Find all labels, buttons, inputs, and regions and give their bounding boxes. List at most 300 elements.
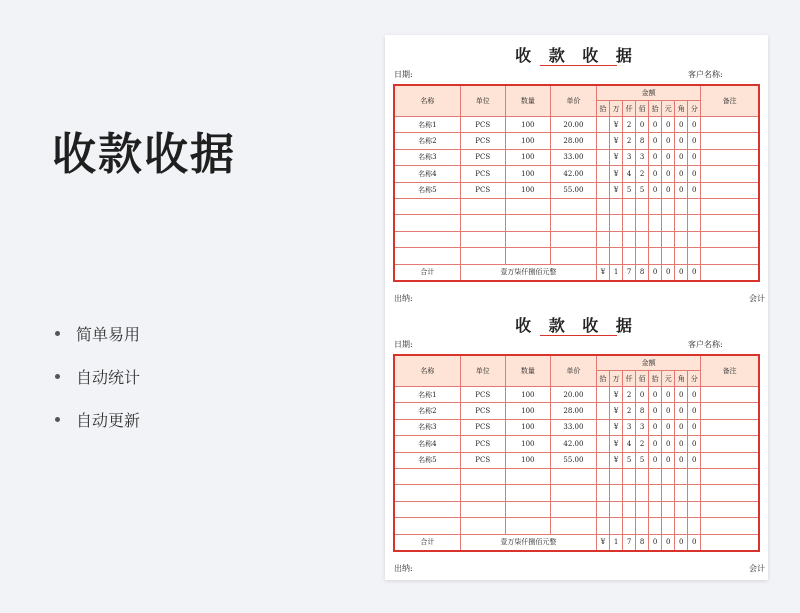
- item-unit: PCS: [460, 166, 505, 182]
- amount-digit: 0: [636, 387, 649, 403]
- empty-row: [394, 485, 759, 501]
- header-name: 名称: [394, 355, 460, 387]
- digit-header: 分: [688, 101, 701, 117]
- total-label: 合计: [394, 264, 460, 281]
- empty-cell: [636, 485, 649, 501]
- table-row: [394, 387, 759, 403]
- feature-item: [55, 355, 140, 398]
- feature-item: [55, 398, 140, 441]
- empty-row: [394, 501, 759, 517]
- item-qty: 100: [505, 182, 550, 198]
- total-digit: 8: [636, 534, 649, 551]
- digit-header: 拾: [597, 101, 610, 117]
- empty-cell: [688, 231, 701, 247]
- empty-cell: [460, 501, 505, 517]
- amount-digit: 0: [636, 117, 649, 133]
- empty-cell: [610, 485, 623, 501]
- item-price: 33.00: [550, 419, 596, 435]
- amount-digit: 0: [688, 149, 701, 165]
- empty-cell: [636, 215, 649, 231]
- empty-cell: [550, 501, 596, 517]
- empty-cell: [636, 501, 649, 517]
- item-unit: PCS: [460, 436, 505, 452]
- amount-digit: 3: [623, 149, 636, 165]
- amount-digit: 0: [675, 166, 688, 182]
- empty-cell: [649, 501, 662, 517]
- total-digit: 0: [688, 264, 701, 281]
- empty-cell: [649, 468, 662, 484]
- amount-digit: [597, 436, 610, 452]
- empty-cell: [460, 248, 505, 264]
- empty-cell: [649, 198, 662, 214]
- total-note: [701, 264, 759, 281]
- item-unit: PCS: [460, 419, 505, 435]
- empty-row: [394, 468, 759, 484]
- amount-digit: 0: [688, 387, 701, 403]
- empty-cell: [597, 518, 610, 534]
- empty-cell: [675, 485, 688, 501]
- table-row: [394, 117, 759, 133]
- item-note: [701, 436, 759, 452]
- amount-digit: 0: [675, 182, 688, 198]
- empty-cell: [688, 198, 701, 214]
- amount-digit: 0: [649, 387, 662, 403]
- amount-digit: 0: [688, 182, 701, 198]
- amount-digit: 0: [662, 436, 675, 452]
- item-unit: PCS: [460, 452, 505, 468]
- amount-digit: 0: [662, 182, 675, 198]
- empty-cell: [662, 248, 675, 264]
- empty-cell: [597, 198, 610, 214]
- empty-cell: [649, 485, 662, 501]
- amount-digit: [597, 133, 610, 149]
- empty-cell: [550, 468, 596, 484]
- total-note: [701, 534, 759, 551]
- amount-digit: 2: [623, 133, 636, 149]
- empty-cell: [505, 198, 550, 214]
- empty-cell: [505, 501, 550, 517]
- empty-cell: [623, 248, 636, 264]
- item-unit: PCS: [460, 182, 505, 198]
- bullet-icon: [55, 417, 60, 422]
- header-price: 单价: [550, 355, 596, 387]
- empty-cell: [701, 518, 759, 534]
- feature-item: [55, 312, 140, 355]
- amount-digit: 4: [623, 166, 636, 182]
- item-price: 28.00: [550, 403, 596, 419]
- empty-cell: [550, 231, 596, 247]
- amount-digit: [597, 387, 610, 403]
- item-note: [701, 166, 759, 182]
- amount-digit: 0: [688, 419, 701, 435]
- amount-digit: 0: [675, 149, 688, 165]
- date-label: 日期:: [394, 340, 413, 349]
- empty-cell: [688, 468, 701, 484]
- item-qty: 100: [505, 149, 550, 165]
- amount-digit: 0: [649, 403, 662, 419]
- empty-cell: [505, 231, 550, 247]
- amount-digit: 0: [688, 452, 701, 468]
- item-qty: 100: [505, 133, 550, 149]
- amount-digit: ¥: [610, 182, 623, 198]
- item-price: 42.00: [550, 166, 596, 182]
- header-qty: 数量: [505, 355, 550, 387]
- empty-cell: [688, 501, 701, 517]
- item-unit: PCS: [460, 149, 505, 165]
- cashier-label: 出纳:: [394, 564, 413, 573]
- total-digit: ¥: [597, 264, 610, 281]
- empty-cell: [701, 231, 759, 247]
- total-digit: 0: [688, 534, 701, 551]
- empty-cell: [662, 198, 675, 214]
- digit-header: 元: [662, 371, 675, 387]
- empty-cell: [623, 485, 636, 501]
- empty-cell: [460, 518, 505, 534]
- item-note: [701, 403, 759, 419]
- table-row: [394, 182, 759, 198]
- empty-cell: [649, 231, 662, 247]
- digit-header: 佰: [636, 101, 649, 117]
- empty-cell: [623, 501, 636, 517]
- empty-cell: [394, 198, 460, 214]
- empty-cell: [623, 215, 636, 231]
- amount-digit: [597, 182, 610, 198]
- empty-cell: [675, 198, 688, 214]
- amount-digit: 0: [649, 149, 662, 165]
- item-qty: 100: [505, 403, 550, 419]
- amount-digit: 2: [623, 387, 636, 403]
- empty-cell: [701, 501, 759, 517]
- empty-cell: [460, 468, 505, 484]
- digit-header: 万: [610, 371, 623, 387]
- empty-cell: [597, 215, 610, 231]
- empty-cell: [394, 231, 460, 247]
- item-qty: 100: [505, 452, 550, 468]
- digit-header: 拾: [649, 371, 662, 387]
- amount-digit: 0: [649, 117, 662, 133]
- total-row: [394, 534, 759, 551]
- empty-row: [394, 215, 759, 231]
- digit-header: 元: [662, 101, 675, 117]
- feature-label: 简单易用: [76, 325, 141, 344]
- amount-digit: [597, 149, 610, 165]
- empty-cell: [505, 468, 550, 484]
- table-row: [394, 166, 759, 182]
- total-digit: 0: [675, 264, 688, 281]
- empty-cell: [675, 501, 688, 517]
- item-name: 名称3: [394, 149, 460, 165]
- amount-digit: 0: [649, 436, 662, 452]
- table-row: [394, 436, 759, 452]
- amount-digit: ¥: [610, 149, 623, 165]
- amount-digit: 0: [688, 436, 701, 452]
- item-name: 名称1: [394, 387, 460, 403]
- amount-digit: 0: [675, 436, 688, 452]
- empty-cell: [610, 198, 623, 214]
- amount-digit: 2: [636, 166, 649, 182]
- empty-row: [394, 518, 759, 534]
- item-note: [701, 133, 759, 149]
- amount-digit: 0: [675, 419, 688, 435]
- amount-digit: 2: [623, 117, 636, 133]
- amount-digit: 4: [623, 436, 636, 452]
- empty-cell: [688, 518, 701, 534]
- empty-cell: [649, 518, 662, 534]
- total-in-words: 壹万柒仟捌佰元整: [460, 534, 596, 551]
- item-name: 名称2: [394, 133, 460, 149]
- amount-digit: 0: [649, 166, 662, 182]
- date-label: 日期:: [394, 70, 413, 79]
- empty-cell: [636, 231, 649, 247]
- empty-cell: [610, 501, 623, 517]
- item-price: 55.00: [550, 182, 596, 198]
- empty-cell: [675, 248, 688, 264]
- amount-digit: 0: [649, 419, 662, 435]
- amount-digit: 0: [649, 133, 662, 149]
- empty-cell: [701, 468, 759, 484]
- empty-cell: [675, 518, 688, 534]
- total-digit: 7: [623, 264, 636, 281]
- item-unit: PCS: [460, 133, 505, 149]
- empty-cell: [675, 215, 688, 231]
- empty-cell: [662, 501, 675, 517]
- table-row: [394, 149, 759, 165]
- amount-digit: 0: [649, 182, 662, 198]
- header-name: 名称: [394, 85, 460, 117]
- empty-cell: [394, 485, 460, 501]
- empty-cell: [550, 518, 596, 534]
- amount-digit: ¥: [610, 117, 623, 133]
- item-note: [701, 117, 759, 133]
- item-qty: 100: [505, 419, 550, 435]
- empty-cell: [505, 518, 550, 534]
- empty-cell: [460, 231, 505, 247]
- digit-header: 分: [688, 371, 701, 387]
- amount-digit: 5: [636, 452, 649, 468]
- amount-digit: 2: [636, 436, 649, 452]
- header-note: 备注: [701, 85, 759, 117]
- empty-cell: [460, 485, 505, 501]
- empty-cell: [505, 248, 550, 264]
- amount-digit: 5: [623, 182, 636, 198]
- total-digit: 0: [675, 534, 688, 551]
- title-underline: [540, 335, 617, 336]
- amount-digit: [597, 419, 610, 435]
- empty-cell: [460, 198, 505, 214]
- accountant-label: 会计: [749, 564, 765, 573]
- item-note: [701, 419, 759, 435]
- total-digit: 0: [649, 264, 662, 281]
- empty-cell: [636, 198, 649, 214]
- amount-digit: [597, 117, 610, 133]
- amount-digit: 3: [636, 149, 649, 165]
- empty-cell: [623, 468, 636, 484]
- empty-cell: [550, 215, 596, 231]
- amount-digit: ¥: [610, 133, 623, 149]
- customer-label: 客户名称:: [688, 70, 723, 79]
- total-digit: 7: [623, 534, 636, 551]
- digit-header: 仟: [623, 101, 636, 117]
- amount-digit: 5: [636, 182, 649, 198]
- digit-header: 佰: [636, 371, 649, 387]
- empty-cell: [597, 501, 610, 517]
- item-unit: PCS: [460, 117, 505, 133]
- empty-cell: [623, 231, 636, 247]
- empty-cell: [701, 215, 759, 231]
- empty-cell: [597, 231, 610, 247]
- amount-digit: 0: [662, 403, 675, 419]
- empty-cell: [505, 485, 550, 501]
- empty-cell: [597, 468, 610, 484]
- amount-digit: ¥: [610, 436, 623, 452]
- empty-cell: [662, 468, 675, 484]
- amount-digit: 0: [662, 452, 675, 468]
- empty-cell: [636, 518, 649, 534]
- item-price: 42.00: [550, 436, 596, 452]
- empty-cell: [675, 468, 688, 484]
- empty-cell: [394, 248, 460, 264]
- item-price: 28.00: [550, 133, 596, 149]
- empty-cell: [394, 215, 460, 231]
- empty-cell: [610, 231, 623, 247]
- empty-cell: [688, 248, 701, 264]
- item-price: 33.00: [550, 149, 596, 165]
- amount-digit: 0: [675, 387, 688, 403]
- empty-cell: [394, 518, 460, 534]
- receipt-table: [393, 354, 760, 552]
- empty-cell: [649, 215, 662, 231]
- bullet-icon: [55, 331, 60, 336]
- amount-digit: [597, 452, 610, 468]
- total-row: [394, 264, 759, 281]
- amount-digit: ¥: [610, 387, 623, 403]
- amount-digit: 0: [662, 387, 675, 403]
- empty-cell: [649, 248, 662, 264]
- amount-digit: [597, 403, 610, 419]
- empty-cell: [662, 485, 675, 501]
- empty-cell: [610, 248, 623, 264]
- item-name: 名称5: [394, 452, 460, 468]
- total-digit: 1: [610, 264, 623, 281]
- empty-cell: [597, 485, 610, 501]
- item-qty: 100: [505, 436, 550, 452]
- amount-digit: 2: [623, 403, 636, 419]
- empty-cell: [550, 198, 596, 214]
- item-name: 名称1: [394, 117, 460, 133]
- item-unit: PCS: [460, 387, 505, 403]
- empty-cell: [688, 215, 701, 231]
- receipt-table: [393, 84, 760, 282]
- digit-header: 拾: [649, 101, 662, 117]
- empty-row: [394, 231, 759, 247]
- empty-cell: [550, 248, 596, 264]
- header-amount: 金额: [597, 85, 701, 101]
- total-label: 合计: [394, 534, 460, 551]
- item-price: 20.00: [550, 387, 596, 403]
- empty-cell: [636, 468, 649, 484]
- amount-digit: ¥: [610, 452, 623, 468]
- empty-row: [394, 198, 759, 214]
- item-price: 20.00: [550, 117, 596, 133]
- amount-digit: 0: [662, 149, 675, 165]
- empty-cell: [460, 215, 505, 231]
- item-price: 55.00: [550, 452, 596, 468]
- digit-header: 拾: [597, 371, 610, 387]
- empty-cell: [610, 518, 623, 534]
- empty-row: [394, 248, 759, 264]
- table-row: [394, 419, 759, 435]
- item-note: [701, 182, 759, 198]
- total-in-words: 壹万柒仟捌佰元整: [460, 264, 596, 281]
- empty-cell: [688, 485, 701, 501]
- page-title: 收款收据: [52, 129, 236, 180]
- total-digit: ¥: [597, 534, 610, 551]
- item-name: 名称3: [394, 419, 460, 435]
- document-preview: [385, 35, 768, 580]
- empty-cell: [550, 485, 596, 501]
- receipt-title: 收 款 收 据: [515, 316, 638, 335]
- amount-digit: 3: [623, 419, 636, 435]
- empty-cell: [662, 518, 675, 534]
- empty-cell: [662, 231, 675, 247]
- amount-digit: 0: [688, 133, 701, 149]
- empty-cell: [701, 248, 759, 264]
- amount-digit: ¥: [610, 403, 623, 419]
- item-note: [701, 149, 759, 165]
- empty-cell: [394, 468, 460, 484]
- amount-digit: 3: [636, 419, 649, 435]
- cashier-label: 出纳:: [394, 294, 413, 303]
- amount-digit: 0: [675, 403, 688, 419]
- total-digit: 0: [662, 534, 675, 551]
- item-unit: PCS: [460, 403, 505, 419]
- empty-cell: [701, 485, 759, 501]
- total-digit: 8: [636, 264, 649, 281]
- empty-cell: [623, 198, 636, 214]
- amount-digit: 0: [675, 452, 688, 468]
- amount-digit: 0: [688, 117, 701, 133]
- header-amount: 金额: [597, 355, 701, 371]
- amount-digit: 0: [662, 133, 675, 149]
- title-underline: [540, 65, 617, 66]
- amount-digit: 0: [649, 452, 662, 468]
- empty-cell: [662, 215, 675, 231]
- item-name: 名称4: [394, 436, 460, 452]
- empty-cell: [597, 248, 610, 264]
- header-unit: 单位: [460, 85, 505, 117]
- amount-digit: 8: [636, 133, 649, 149]
- amount-digit: ¥: [610, 419, 623, 435]
- item-qty: 100: [505, 387, 550, 403]
- table-row: [394, 452, 759, 468]
- digit-header: 角: [675, 371, 688, 387]
- header-unit: 单位: [460, 355, 505, 387]
- amount-digit: 0: [675, 117, 688, 133]
- customer-label: 客户名称:: [688, 340, 723, 349]
- item-qty: 100: [505, 166, 550, 182]
- amount-digit: 0: [662, 117, 675, 133]
- empty-cell: [636, 248, 649, 264]
- table-row: [394, 403, 759, 419]
- total-digit: 0: [649, 534, 662, 551]
- table-row: [394, 133, 759, 149]
- empty-cell: [610, 468, 623, 484]
- header-qty: 数量: [505, 85, 550, 117]
- digit-header: 角: [675, 101, 688, 117]
- amount-digit: 0: [662, 419, 675, 435]
- amount-digit: 5: [623, 452, 636, 468]
- empty-cell: [675, 231, 688, 247]
